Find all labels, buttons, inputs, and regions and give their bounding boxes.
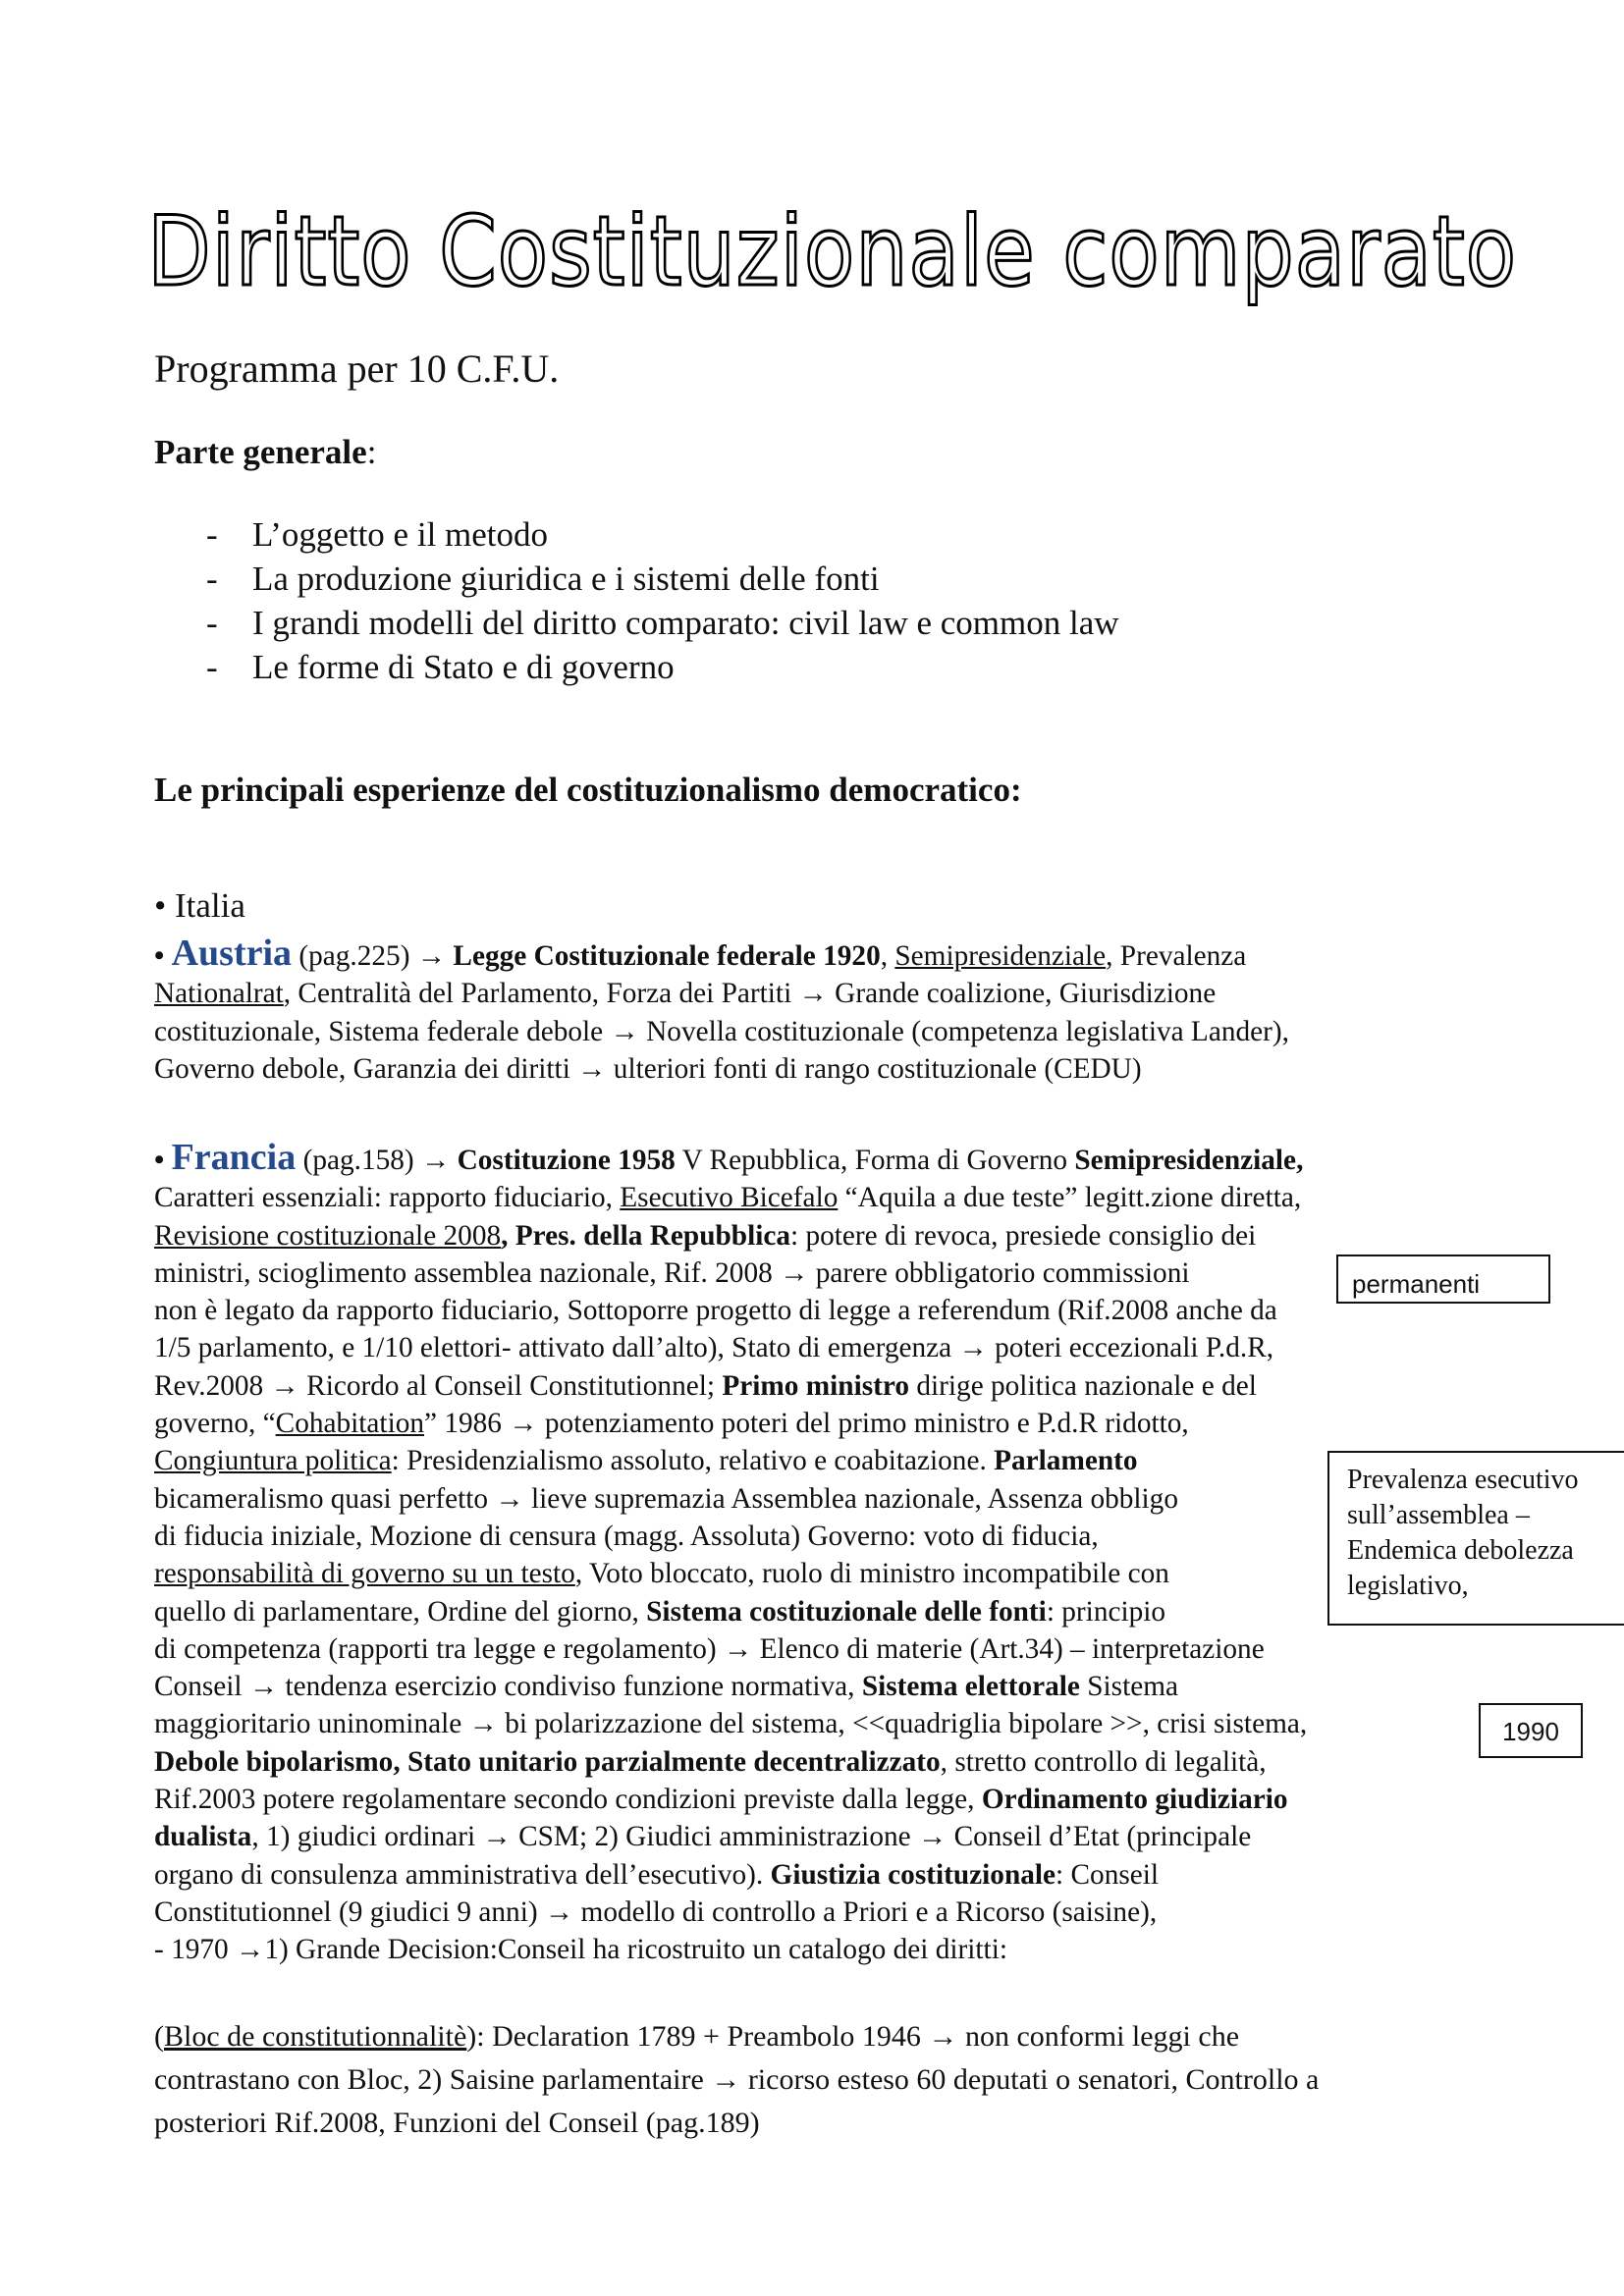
francia-line: - 1970 →1) Grande Decision:Conseil ha ricostruito un catalogo dei diritti:: [154, 1934, 1007, 1966]
francia-line: Rif.2003 potere regolamentare secondo condizioni previste dalla legge, Ordinamento giudiziario: [154, 1784, 1288, 1816]
list-item: - L’oggetto e il metodo: [206, 515, 549, 554]
austria-line: costituzionale, Sistema federale debole → Novella costituzionale (competenza legislativa Lander),: [154, 1015, 1289, 1047]
italia-item: • Italia: [154, 886, 245, 925]
francia-line: ministri, scioglimento assemblea nazionale, Rif. 2008 → parere obbligatorio commissioni: [154, 1256, 1190, 1289]
francia-line: governo, “Cohabitation” 1986 → potenziamento poteri del primo ministro e P.d.R ridotto,: [154, 1408, 1189, 1440]
parte-generale-heading: Parte generale:: [154, 433, 377, 471]
year-note-box: 1990: [1479, 1703, 1583, 1758]
list-item: - I grandi modelli del diritto comparato: civil law e common law: [206, 604, 1119, 642]
francia-line: Conseil → tendenza esercizio condiviso funzione normativa, Sistema elettorale Sistema: [154, 1671, 1178, 1703]
francia-line: di competenza (rapporti tra legge e regolamento) → Elenco di materie (Art.34) – interpretazione: [154, 1632, 1265, 1665]
francia-line: quello di parlamentare, Ordine del giorno, Sistema costituzionale delle fonti: principio: [154, 1595, 1166, 1628]
note-line: legislativo,: [1347, 1571, 1469, 1601]
austria-section: [154, 934, 1485, 1088]
principali-esperienze-heading: Le principali esperienze del costituzionalismo democratico:: [154, 771, 1022, 809]
general-topics-list: [154, 512, 1119, 689]
francia-line: contrastano con Bloc, 2) Saisine parlamentaire → ricorso esteso 60 deputati o senatori, Controllo a: [154, 2063, 1320, 2096]
austria-line: • Austria (pag.225) → Legge Costituzionale federale 1920, Semipresidenziale, Prevalenza: [154, 933, 1247, 974]
francia-line: (Bloc de constitutionnalitè): Declaration 1789 + Preambolo 1946 → non conformi leggi che: [154, 2020, 1240, 2053]
francia-line: Caratteri essenziali: rapporto fiduciario, Esecutivo Bicefalo “Aquila a due teste” legitt.zione diretta,: [154, 1182, 1302, 1214]
francia-line: 1/5 parlamento, e 1/10 elettori- attivato dall’alto), Stato di emergenza → poteri eccezionali P.d.R,: [154, 1332, 1274, 1364]
francia-heading: Francia: [171, 1137, 297, 1178]
francia-line: • Francia (pag.158) → Costituzione 1958 V Repubblica, Forma di Governo Semipresidenziale,: [154, 1137, 1304, 1178]
list-item: - Le forme di Stato e di governo: [206, 648, 675, 686]
francia-line: Constitutionnel (9 giudici 9 anni) → modello di controllo a Priori e a Ricorso (saisine),: [154, 1896, 1158, 1928]
francia-line: bicameralismo quasi perfetto → lieve supremazia Assemblea nazionale, Assenza obbligo: [154, 1482, 1178, 1515]
francia-line: posteriori Rif.2008, Funzioni del Conseil (pag.189): [154, 2107, 760, 2139]
austria-heading: Austria: [171, 933, 293, 974]
programma-subtitle: Programma per 10 C.F.U.: [154, 347, 560, 391]
note-line: Endemica debolezza: [1347, 1535, 1574, 1566]
francia-line: di fiducia iniziale, Mozione di censura (magg. Assoluta) Governo: voto di fiducia,: [154, 1520, 1099, 1552]
permanenti-note-box: permanenti: [1336, 1255, 1550, 1304]
prevalenza-note-box: [1327, 1451, 1624, 1626]
francia-section-continued: [154, 2015, 1485, 2145]
francia-section: [154, 1139, 1485, 1969]
francia-line: organo di consulenza amministrativa dell’esecutivo). Giustizia costituzionale: Conseil: [154, 1858, 1160, 1891]
francia-line: non è legato da rapporto fiduciario, Sottoporre progetto di legge a referendum (Rif.2008 anche da: [154, 1295, 1277, 1327]
austria-line: Governo debole, Garanzia dei diritti → ulteriori fonti di rango costituzionale (CEDU): [154, 1052, 1142, 1085]
list-item: - La produzione giuridica e i sistemi delle fonti: [206, 560, 880, 598]
austria-line: Nationalrat, Centralità del Parlamento, Forza dei Partiti → Grande coalizione, Giurisdizione: [154, 978, 1217, 1010]
francia-line: maggioritario uninominale → bi polarizzazione del sistema, <<quadriglia bipolare >>, crisi sistema,: [154, 1708, 1308, 1740]
note-line: sull’assemblea –: [1347, 1500, 1530, 1530]
francia-line: Debole bipolarismo, Stato unitario parzialmente decentralizzato, stretto controllo di legalità,: [154, 1745, 1267, 1778]
francia-line: Rev.2008 → Ricordo al Conseil Constitutionnel; Primo ministro dirige politica nazionale e del: [154, 1369, 1257, 1402]
document-title: [147, 188, 1522, 316]
francia-line: Revisione costituzionale 2008, Pres. della Repubblica: potere di revoca, presiede consiglio dei: [154, 1219, 1257, 1252]
francia-line: Congiuntura politica: Presidenzialismo assoluto, relativo e coabitazione. Parlamento: [154, 1445, 1138, 1477]
francia-line: responsabilità di governo su un testo, Voto bloccato, ruolo di ministro incompatibile con: [154, 1558, 1169, 1590]
svg-text:Diritto Costituzionale compara: Diritto Costituzionale comparato: [147, 196, 1517, 308]
title-outline-text: [147, 188, 1522, 316]
francia-line: dualista, 1) giudici ordinari → CSM; 2) Giudici amministrazione → Conseil d’Etat (principale: [154, 1821, 1252, 1853]
note-line: Prevalenza esecutivo: [1347, 1465, 1579, 1495]
